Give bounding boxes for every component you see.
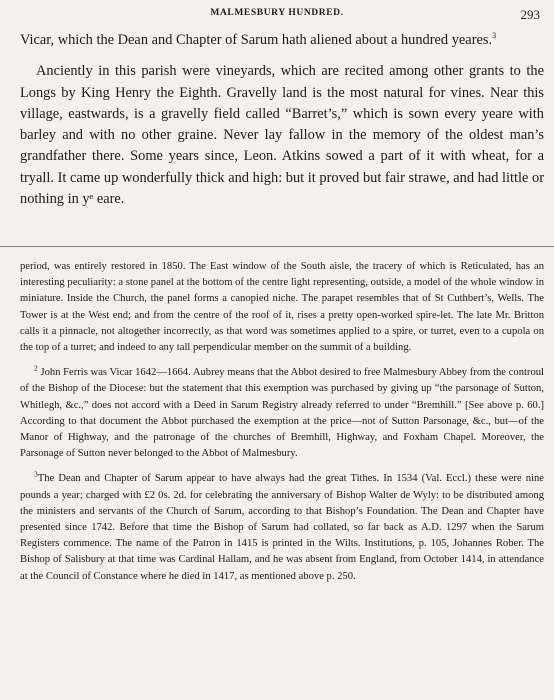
footnote-2 xyxy=(20,365,544,462)
main-paragraph-1-text: Vicar, which the Dean and Chapter of Sarum hath aliened about a hundred yeares. xyxy=(20,32,493,48)
footnote-2-text: John Ferris was Vicar 1642—1664. Aubrey means that the Abbot desired to free Malmesbury Abbey from the controul of the Bishop of the Diocese: but the statement that this exemption was purchased by giving up “the parsonage of Sutton, Whitlegh, &c.,” does not accord with a Deed in Sarum Registry already referred to under “Bremhill.” [See above p. 60.] According to that document the Abbot purchased the exemption at the price—not of Sutton Parsonage, &c., but—of the Manor of Highway, and the patronage of the churches of Bremhill, Highway, and Foxham Chapel. Moreover, the Parsonage of Sutton never belonged to the Abbot of Malmesbury. xyxy=(20,367,545,460)
footnote-divider xyxy=(0,246,554,247)
footnote-continued: period, was entirely restored in 1850. The East window of the South aisle, the tracery of which is Reticulated, has an interesting peculiarity: a stone panel at the bottom of the centre light representing, outside, a model of the whole window in miniature. Inside the Church, the panel forms a canopied niche. The parapet resembles that of St Cuthbert’s, Wells. The Tower is at the West end; and from the centre of the roof of it, rises a pretty open-worked spire-let. The late Mr. Britton calls it a pinnacle, not altogether incorrectly, as that word was sometimes applied to a spire, or turret, even to a cupola on the top of a turret; and indeed to any tall perpendicular member on the summit of a building. xyxy=(20,261,544,354)
footnotes xyxy=(20,259,544,594)
footnote-2-marker: 2 xyxy=(34,363,38,373)
footnote-3-text: The Dean and Chapter of Sarum appear to have always had the great Tithes. In 1534 (Val. Eccl.) these were nine pounds a year; charged with £2 0s. 2d. for celebrating the anniversary of Bishop Walter de Wyly: to be distributed among the ministers and servants of the Church of Sarum, according to that Bishop’s Foundation. The Dean and Chapter have presented since 1742. Before that time the Bishop of Sarum had collated, so far back as A.D. 1297 when the Sarum Registers commence. The name of the Patron in 1415 is printed in the Wilts. Institutions, p. 105, Johannes Rober. The Bishop of Salisbury at that time was Cardinal Hallam, and he was absent from England, from October 1414, in attendance at the Council of Constance where he died in 1417, as mentioned above p. 250. xyxy=(20,473,544,582)
running-head xyxy=(0,8,554,24)
footnote-reference-3: 3 xyxy=(492,31,497,41)
main-paragraph-1 xyxy=(20,30,544,51)
running-title: MALMESBURY HUNDRED. xyxy=(210,8,344,18)
main-text xyxy=(20,30,544,210)
main-paragraph-2: Anciently in this parish were vineyards, which are recited among other grants to the Longs by King Henry the Eighth. Gravelly land is the most natural for vines. Near this village, eastwards, is a gravelly field called “Barret’s,” which is sown every yeare with barley and with no other graine. Never lay fallow in the memory of the oldest man’s grandfather there. Some years since, Leon. Atkins sowed a part of it with wheat, for a tryall. It came up wonderfully thick and high: but it proved but fair strawe, and had little or nothing in yᵉ eare. xyxy=(20,63,544,208)
footnote-3 xyxy=(20,471,544,584)
page-number: 293 xyxy=(520,7,540,22)
footnote-3-marker: 3 xyxy=(34,469,38,479)
